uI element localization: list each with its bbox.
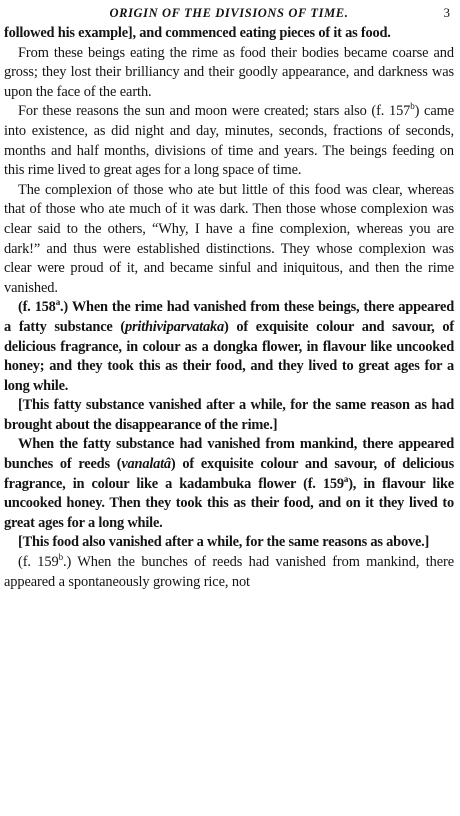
paragraph-text: ) of exquisite colour and savour, of delicious fragrance, in colour as a dongka flower, in flavour like uncooked honey; and they took this as their food, and they lived to great ages for a long while. xyxy=(4,318,454,394)
paragraph-text: [This fatty substance vanished after a while, for the same reason as had brought about the disappearance of the rime.] xyxy=(4,397,454,433)
paragraph-text: The complexion of those who ate but little of this food was clear, whereas that of those who ate much of it was dark. Then those whose complexion was clear said to the others, “Why, I have a fine complexion, whereas you are dark!” and thus were established distinctions. They whose complexion was clear were proud of it, and became sinful and iniquitous, and then the rime vanished. xyxy=(4,181,454,296)
running-title: ORIGIN OF THE DIVISIONS OF TIME. xyxy=(109,6,349,20)
paragraph xyxy=(4,533,454,553)
folio-superscript: a xyxy=(55,297,60,308)
folio-superscript: b xyxy=(58,552,63,563)
paragraph xyxy=(4,396,454,435)
paragraph-text: followed his example], and commenced eating pieces of it as food. xyxy=(4,25,391,41)
paragraph-text: .) When the rime had vanished from these beings, there appeared a fatty substance ( xyxy=(4,299,454,335)
paragraph-text: .) When the bunches of reeds had vanished from mankind, there appeared a spontaneously growing rice, not xyxy=(4,554,454,590)
folio-reference: (f. 158 xyxy=(18,299,56,316)
paragraph xyxy=(4,553,454,592)
paragraph-text: When the fatty substance had vanished from mankind, there appeared bunches of reeds ( xyxy=(4,436,454,473)
paragraph-text: ), in flavour like uncooked honey. Then they took this as their food, and on it they lived to great ages for a long while. xyxy=(4,475,454,531)
italic-term: vanalatâ xyxy=(121,456,171,473)
folio-reference: (f. 159 xyxy=(18,554,59,571)
paragraph xyxy=(4,102,454,180)
running-head xyxy=(4,2,454,24)
paragraph xyxy=(4,435,454,533)
paragraph xyxy=(4,24,454,44)
paragraph xyxy=(4,181,454,299)
italic-term: prithiviparvataka xyxy=(125,318,224,335)
body-text xyxy=(4,24,454,592)
paragraph-text: From these beings eating the rime as food their bodies became coarse and gross; they lost their brilliancy and their goodly appearance, and darkness was upon the face of the earth. xyxy=(4,44,454,100)
folio-superscript: b xyxy=(410,101,415,112)
folio-superscript: a xyxy=(343,473,349,484)
paragraph-text: ) of exquisite colour and savour, of delicious fragrance, in colour like a kadambuka flower (f. 159 xyxy=(4,456,454,492)
paragraph-text: For these reasons the sun and moon were created; stars also (f. 157 xyxy=(18,103,411,120)
page-number: 3 xyxy=(443,5,450,20)
paragraph-text: ) came into existence, as did night and day, minutes, seconds, fractions of seconds, months and half months, divisions of time and years. The beings feeding on this rime lived to great ages for a long space of time. xyxy=(4,103,454,179)
paragraph xyxy=(4,44,454,103)
paragraph-text: [This food also vanished after a while, for the same reasons as above.] xyxy=(18,534,430,551)
paragraph xyxy=(4,298,454,396)
